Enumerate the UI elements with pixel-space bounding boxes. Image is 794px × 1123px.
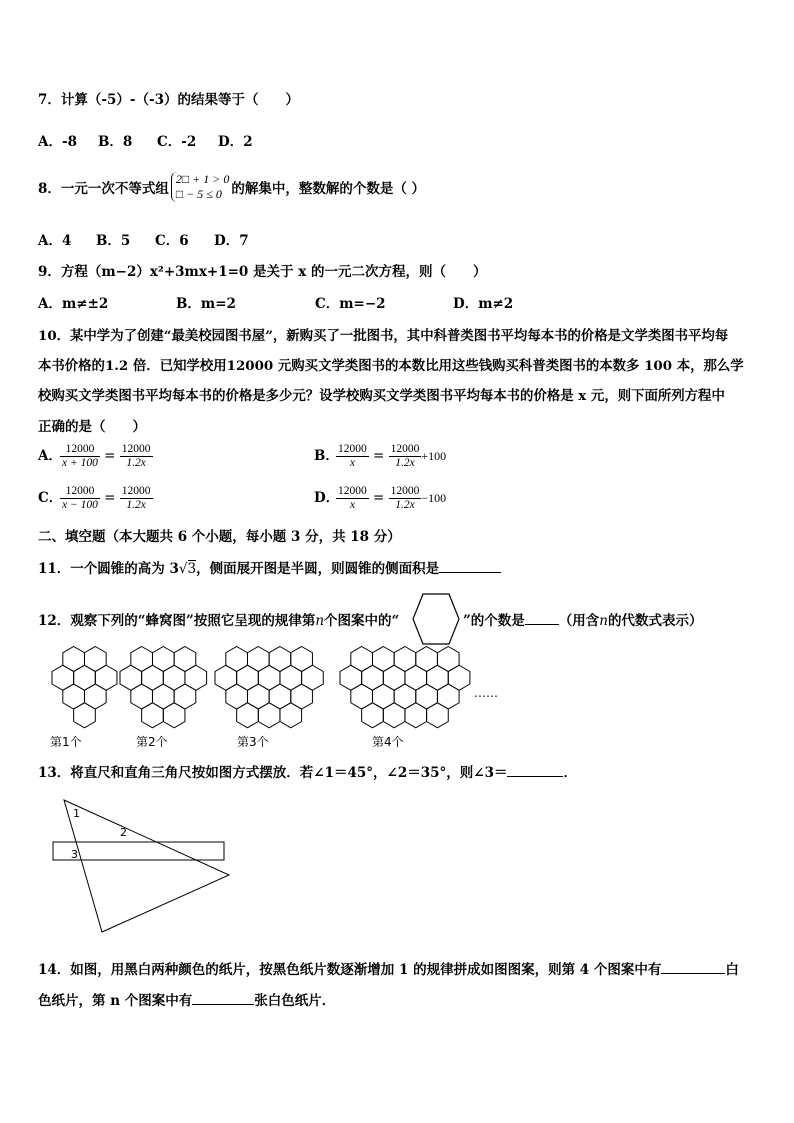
honeycomb-cell: [131, 647, 153, 672]
caption-4: 第4个: [372, 735, 404, 749]
fraction: $\frac{12000}{x}$: [338, 443, 367, 469]
honeycomb-cell: [340, 665, 362, 690]
honeycomb-figures: [30, 645, 510, 737]
q10-option-b: B． $\frac{12000}{x}$ = $\frac{12000}{1.2x}$ +100: [314, 443, 447, 469]
honeycomb-cell: [63, 647, 85, 672]
triangle: [64, 800, 229, 932]
option-label: A．: [38, 448, 62, 464]
fraction: $\frac{12000}{x - 100}$: [62, 485, 98, 511]
fraction: $\frac{12000}{x}$: [338, 485, 367, 511]
q7-option-d: D．2: [218, 134, 253, 150]
q11-stem: 11．一个圆锥的高为 3√3，侧面展开图是半圆，则圆锥的侧面积是: [38, 557, 501, 577]
answer-blank[interactable]: [192, 992, 254, 1005]
fraction: $\frac{12000}{1.2x}$: [121, 443, 151, 469]
fraction: $\frac{12000}{1.2x}$: [390, 443, 420, 469]
honeycomb-cell: [142, 703, 164, 728]
q14-line-2: 色纸片，第 n 个图案中有 张白色纸片．: [38, 993, 336, 1009]
honeycomb-cell: [394, 684, 416, 709]
honeycomb-cell: [427, 703, 449, 728]
honeycomb-cell: [372, 647, 394, 672]
honeycomb-cell: [74, 703, 96, 728]
honeycomb-cell: [120, 665, 142, 690]
angle-label-1: 1: [73, 807, 80, 820]
q12-stem: 12．观察下列的“蜂窝图”按照它呈现的规律第n个图案中的“: [38, 613, 400, 629]
honeycomb-cell: [163, 665, 185, 690]
inequality-system: [171, 172, 229, 202]
honeycomb-cell: [142, 665, 164, 690]
honeycomb-cell: [84, 647, 106, 672]
option-label: C．: [38, 490, 63, 506]
q10-line-4: 正确的是（ ）: [38, 419, 146, 435]
honeycomb-cell: [152, 684, 174, 709]
q13-stem: 13．将直尺和直角三角尺按如图方式摆放．若∠1＝45°，∠2＝35°，则∠3＝ ．: [38, 765, 577, 781]
q8-option-b: B．5: [96, 233, 131, 249]
answer-blank[interactable]: [439, 560, 501, 573]
sqrt-sign: √: [178, 561, 188, 577]
honeycomb-cell: [215, 665, 237, 690]
honeycomb-cell: [131, 684, 153, 709]
q10-line-1: 10．某中学为了创建“最美校园图书屋”，新购买了一批图书，其中科普类图书平均每本书的价格是文学类图书平均每: [38, 328, 729, 344]
q10-option-a: A． $\frac{12000}{x + 100}$ = $\frac{12000}{1.2x}$: [38, 443, 151, 469]
honeycomb-cell: [372, 684, 394, 709]
answer-blank[interactable]: [525, 612, 559, 625]
q10-option-d: D． $\frac{12000}{x}$ = $\frac{12000}{1.2x}$ −100: [314, 485, 447, 511]
q7-stem: 7．计算（-5）-（-3）的结果等于（ ）: [38, 92, 299, 108]
honeycomb-cell: [269, 684, 291, 709]
q9-option-b: B．m=2: [176, 296, 236, 312]
honeycomb-cell: [258, 665, 280, 690]
caption-1: 第1个: [50, 735, 82, 749]
q7-option-b: B．8: [98, 134, 133, 150]
honeycomb-cell: [52, 665, 74, 690]
ellipsis: ……: [474, 686, 498, 700]
honeycomb-cell: [362, 665, 384, 690]
answer-blank[interactable]: [661, 961, 725, 974]
honeycomb-cell: [226, 647, 248, 672]
honeycomb-cell: [63, 684, 85, 709]
fraction: $\frac{12000}{x + 100}$: [62, 443, 98, 469]
angle-label-3: 3: [71, 848, 78, 861]
honeycomb-cell: [237, 665, 259, 690]
honeycomb-cell: [84, 684, 106, 709]
q8-stem-before: 8．一元一次不等式组: [38, 181, 169, 197]
section-title: 二、填空题（本大题共 6 个小题，每小题 3 分，共 18 分）: [38, 529, 401, 545]
answer-blank[interactable]: [507, 764, 563, 777]
q8-stem: [38, 172, 425, 202]
honeycomb-cell: [226, 684, 248, 709]
inequality-2: □ − 5 ≤ 0: [175, 187, 222, 201]
hexagon-icon: [411, 592, 461, 646]
honeycomb-cell: [351, 684, 373, 709]
q8-option-a: A．4: [38, 233, 72, 249]
option-label: D．: [314, 490, 340, 506]
q10-option-c: C． $\frac{12000}{x - 100}$ = $\frac{12000}{1.2x}$: [38, 485, 151, 511]
honeycomb-cell: [448, 665, 470, 690]
honeycomb-cell: [74, 665, 96, 690]
caption-2: 第2个: [136, 735, 168, 749]
honeycomb-cell: [416, 684, 438, 709]
honeycomb-cell: [437, 647, 459, 672]
honeycomb-cell: [291, 647, 313, 672]
caption-3: 第3个: [237, 735, 269, 749]
q8-stem-after: 的解集中，整数解的个数是（ ）: [231, 181, 426, 197]
q9-option-c: C．m=−2: [315, 296, 386, 312]
honeycomb-cell: [95, 665, 117, 690]
honeycomb-cell: [258, 703, 280, 728]
honeycomb-cell: [416, 647, 438, 672]
inequality-1: 2□ + 1 > 0: [175, 172, 230, 186]
angle-label-2: 2: [120, 826, 127, 839]
honeycomb-cell: [269, 647, 291, 672]
q12-stem-after: ”的个数是 （用含n的代数式表示）: [463, 613, 703, 629]
honeycomb-cell: [302, 665, 324, 690]
option-label: B．: [314, 448, 339, 464]
honeycomb-cell: [394, 647, 416, 672]
honeycomb-cell: [362, 703, 384, 728]
q8-option-c: C．6: [155, 233, 189, 249]
honeycomb-cell: [291, 684, 313, 709]
q10-line-3: 校购买文学类图书平均每本书的价格是多少元？设学校购买文学类图书平均每本书的价格是 x 元，则下面所列方程中: [38, 388, 725, 404]
honeycomb-cell: [427, 665, 449, 690]
honeycomb-cell: [185, 665, 207, 690]
fraction: $\frac{12000}{1.2x}$: [390, 485, 420, 511]
q14-line-1: 14．如图，用黑白两种颜色的纸片，按黑色纸片数逐渐增加 1 的规律拼成如图图案，则第 4 个图案中有 白: [38, 962, 739, 978]
honeycomb-cell: [280, 703, 302, 728]
q9-stem: 9．方程（m−2）x²+3mx+1=0 是关于 x 的一元二次方程，则（ ）: [38, 264, 487, 280]
q9-option-a: A．m≠±2: [38, 296, 109, 312]
q9-option-d: D．m≠2: [453, 296, 514, 312]
honeycomb-cell: [405, 665, 427, 690]
honeycomb-cell: [163, 703, 185, 728]
honeycomb-cell: [383, 703, 405, 728]
honeycomb-cell: [152, 647, 174, 672]
q10-line-2: 本书价格的1.2 倍．已知学校用12000 元购买文学类图书的本数比用这些钱购买科普类图书的本数多 100 本，那么学: [38, 358, 744, 374]
honeycomb-cell: [383, 665, 405, 690]
honeycomb-cell: [405, 703, 427, 728]
q7-option-c: C．-2: [157, 134, 197, 150]
q7-option-a: A．-8: [38, 134, 77, 150]
honeycomb-cell: [437, 684, 459, 709]
ruler-triangle-figure: [48, 795, 238, 935]
fraction: $\frac{12000}{1.2x}$: [121, 485, 151, 511]
honeycomb-cell: [280, 665, 302, 690]
q8-option-d: D．7: [214, 233, 249, 249]
honeycomb-cell: [174, 647, 196, 672]
honeycomb-cell: [174, 684, 196, 709]
honeycomb-cell: [237, 703, 259, 728]
honeycomb-cell: [247, 647, 269, 672]
honeycomb-cell: [247, 684, 269, 709]
honeycomb-cell: [351, 647, 373, 672]
